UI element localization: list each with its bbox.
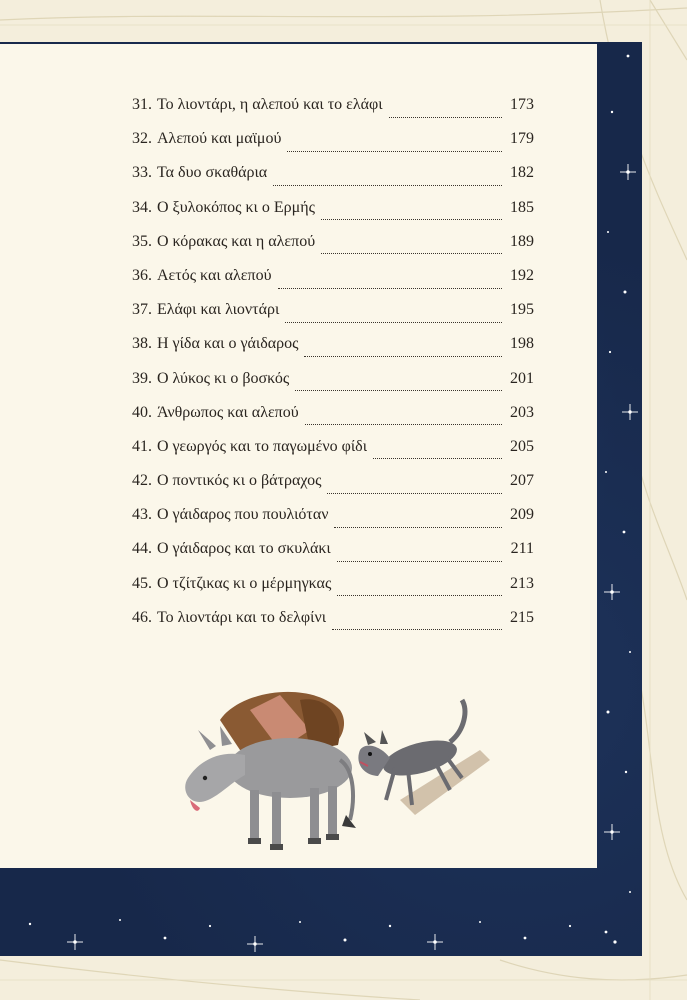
toc-entry[interactable] <box>132 438 534 472</box>
entry-title: Ο γεωργός και το παγωμένο φίδι <box>157 437 368 455</box>
toc-entry[interactable] <box>132 370 534 404</box>
entry-title: Αλεπού και μαϊμού <box>157 130 282 148</box>
toc-entry[interactable] <box>132 199 534 233</box>
toc-entry[interactable] <box>132 164 534 198</box>
dot-leader <box>305 412 502 425</box>
entry-title: Ο ποντικός κι ο βάτραχος <box>157 472 322 490</box>
puppy-illustration <box>358 700 490 815</box>
entry-title: Η γίδα και ο γάιδαρος <box>157 335 299 353</box>
entry-title: Ο τζίτζικας κι ο μέρμηγκας <box>157 574 332 592</box>
entry-number: 35. <box>132 232 152 250</box>
entry-title: Ο γάιδαρος και το σκυλάκι <box>157 540 331 558</box>
entry-number: 39. <box>132 369 152 387</box>
donkey-and-puppy-illustration <box>150 650 510 870</box>
entry-page: 215 <box>510 608 534 626</box>
entry-number: 32. <box>132 130 152 148</box>
toc-entry[interactable] <box>132 540 534 574</box>
dot-leader <box>373 446 502 459</box>
entry-page: 182 <box>510 164 534 182</box>
dot-leader <box>389 105 502 118</box>
entry-number: 33. <box>132 164 152 182</box>
dot-leader <box>304 344 502 357</box>
entry-number: 36. <box>132 266 152 284</box>
entry-title: Τα δυο σκαθάρια <box>157 164 268 182</box>
entry-page: 185 <box>510 198 534 216</box>
entry-page: 203 <box>510 403 534 421</box>
entry-number: 34. <box>132 198 152 216</box>
entry-number: 44. <box>132 540 152 558</box>
entry-page: 211 <box>510 540 534 558</box>
entry-number: 45. <box>132 574 152 592</box>
dot-leader <box>321 241 502 254</box>
toc-entry[interactable] <box>132 404 534 438</box>
entry-page: 205 <box>510 437 534 455</box>
entry-page: 189 <box>510 232 534 250</box>
toc-entry[interactable] <box>132 233 534 267</box>
entry-number: 43. <box>132 506 152 524</box>
toc-entry[interactable] <box>132 335 534 369</box>
entry-title: Ο ξυλοκόπος κι ο Ερμής <box>157 198 315 216</box>
dot-leader <box>273 173 502 186</box>
entry-page: 209 <box>510 506 534 524</box>
entry-number: 40. <box>132 403 152 421</box>
entry-number: 42. <box>132 472 152 490</box>
dot-leader <box>287 139 502 152</box>
entry-page: 192 <box>510 266 534 284</box>
toc-entry[interactable] <box>132 96 534 130</box>
dot-leader <box>278 276 502 289</box>
dot-leader <box>327 481 502 494</box>
entry-page: 173 <box>510 96 534 113</box>
dot-leader <box>337 583 502 596</box>
entry-page: 198 <box>510 335 534 353</box>
entry-number: 37. <box>132 301 152 319</box>
entry-page: 179 <box>510 130 534 148</box>
entry-page: 195 <box>510 301 534 319</box>
entry-page: 213 <box>510 574 534 592</box>
dot-leader <box>332 617 502 630</box>
toc-entry[interactable] <box>132 267 534 301</box>
entry-number: 46. <box>132 608 152 626</box>
toc-entry[interactable] <box>132 301 534 335</box>
dot-leader <box>321 207 502 220</box>
donkey-illustration <box>185 692 356 850</box>
toc-entry[interactable] <box>132 506 534 540</box>
entry-title: Ο λύκος κι ο βοσκός <box>157 369 290 387</box>
dot-leader <box>334 515 502 528</box>
toc-entry[interactable] <box>132 472 534 506</box>
entry-title: Αετός και αλεπού <box>157 266 272 284</box>
entry-title: Το λιοντάρι, η αλεπού και το ελάφι <box>157 96 383 113</box>
entry-page: 201 <box>510 369 534 387</box>
entry-page: 207 <box>510 472 534 490</box>
dot-leader <box>285 310 502 323</box>
toc-entry[interactable] <box>132 609 534 643</box>
dot-leader <box>337 549 502 562</box>
entry-title: Ελάφι και λιοντάρι <box>157 301 280 319</box>
dot-leader <box>295 378 502 391</box>
entry-number: 41. <box>132 437 152 455</box>
table-of-contents <box>132 96 534 643</box>
entry-number: 38. <box>132 335 152 353</box>
entry-title: Ο γάιδαρος που πουλιόταν <box>157 506 329 524</box>
toc-entry[interactable] <box>132 130 534 164</box>
entry-title: Άνθρωπος και αλεπού <box>157 403 299 421</box>
entry-number: 31. <box>132 96 152 113</box>
entry-title: Ο κόρακας και η αλεπού <box>157 232 316 250</box>
toc-entry[interactable] <box>132 575 534 609</box>
entry-title: Το λιοντάρι και το δελφίνι <box>157 608 327 626</box>
